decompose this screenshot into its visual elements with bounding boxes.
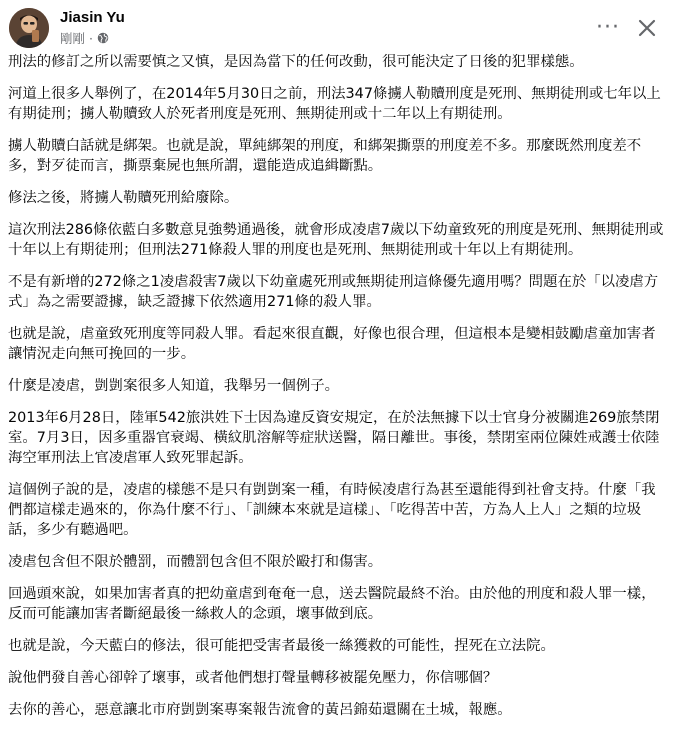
meta-separator: · — [89, 30, 93, 46]
post-paragraph: 2013年6月28日，陸軍542旅洪姓下士因為違反資安規定，在於法無據下以士官身分被關進269旅禁閉室。7月3日，因多重器官衰竭、橫紋肌溶解等症狀送醫，隔日離世。事後，禁閉室兩位陳姓戒護士依陸海空軍刑法上官凌虐軍人致死罪起訴。 — [8, 410, 660, 466]
post-paragraph: 這個例子說的是，凌虐的樣態不是只有剴剴案一種，有時候凌虐行為甚至還能得到社會支持。什麼「我們都這樣走過來的，你為什麼不行」、「訓練本來就是這樣」、「吃得苦中苦，方為人上人」之類的垃圾話，多少有聽過吧。 — [8, 482, 656, 538]
globe-icon[interactable] — [97, 32, 109, 44]
close-button[interactable] — [633, 14, 661, 42]
post-paragraph: 也就是說，今天藍白的修法，很可能把受害者最後一絲獲救的可能性，捏死在立法院。 — [8, 638, 555, 654]
post-paragraph: 這次刑法286條依藍白多數意見強勢通過後，就會形成凌虐7歲以下幼童致死的刑度是死刑、無期徒刑或十年以上有期徒刑；但刑法271條殺人罪的刑度也是死刑、無期徒刑或十年以上有期徒刑。 — [8, 222, 664, 258]
post-paragraph: 不是有新增的272條之1凌虐殺害7歲以下幼童處死刑或無期徒刑這條優先適用嗎？問題在於「以凌虐方式」為之需要證據，缺乏證據下依然適用271條的殺人罪。 — [8, 274, 659, 310]
post-paragraph: 也就是說，虐童致死刑度等同殺人罪。看起來很直觀，好像也很合理，但這根本是變相鼓勵虐童加害者讓情況走向無可挽回的一步。 — [8, 326, 656, 362]
post-paragraph: 修法之後，將擄人勒贖死刑給廢除。 — [8, 190, 239, 206]
post-header — [0, 0, 679, 56]
author-name[interactable]: Jiasin Yu — [60, 9, 125, 26]
post-paragraph: 擄人勒贖白話就是綁架。也就是說，單純綁架的刑度，和綁架撕票的刑度差不多。那麼既然刑度差不多，對歹徒而言，撕票棄屍也無所謂，還能造成追緝斷點。 — [8, 138, 642, 174]
post-timestamp[interactable]: 剛剛 — [60, 31, 86, 46]
post-paragraph: 回過頭來說，如果加害者真的把幼童虐到奄奄一息，送去醫院最終不治。由於他的刑度和殺人罪一樣，反而可能讓加害者斷絕最後一絲救人的念頭，壞事做到底。 — [8, 586, 656, 622]
more-horizontal-icon: ··· — [596, 15, 620, 40]
post-paragraph: 說他們發自善心卻幹了壞事，或者他們想打聲量轉移被罷免壓力，你信哪個？ — [8, 670, 498, 686]
avatar[interactable] — [9, 8, 49, 48]
close-icon — [638, 19, 656, 37]
post-meta — [60, 30, 109, 46]
more-options-button[interactable] — [594, 14, 622, 42]
post-paragraph: 去你的善心，惡意讓北市府剴剴案專案報告流會的黃呂錦茹還關在土城，報應。 — [8, 702, 512, 718]
post-paragraph: 河道上很多人舉例了，在2014年5月30日之前，刑法347條擄人勒贖刑度是死刑、無期徒刑或七年以上有期徒刑；擄人勒贖致人於死者刑度是死刑、無期徒刑或十二年以上有期徒刑。 — [8, 86, 661, 122]
post-paragraph: 什麼是凌虐，剴剴案很多人知道，我舉另一個例子。 — [8, 378, 339, 394]
post-paragraph: 刑法的修訂之所以需要慎之又慎，是因為當下的任何改動，很可能決定了日後的犯罪樣態。 — [8, 54, 584, 70]
post-paragraph: 凌虐包含但不限於體罰，而體罰包含但不限於毆打和傷害。 — [8, 554, 383, 570]
avatar-image — [9, 8, 49, 48]
post-body — [8, 52, 668, 732]
